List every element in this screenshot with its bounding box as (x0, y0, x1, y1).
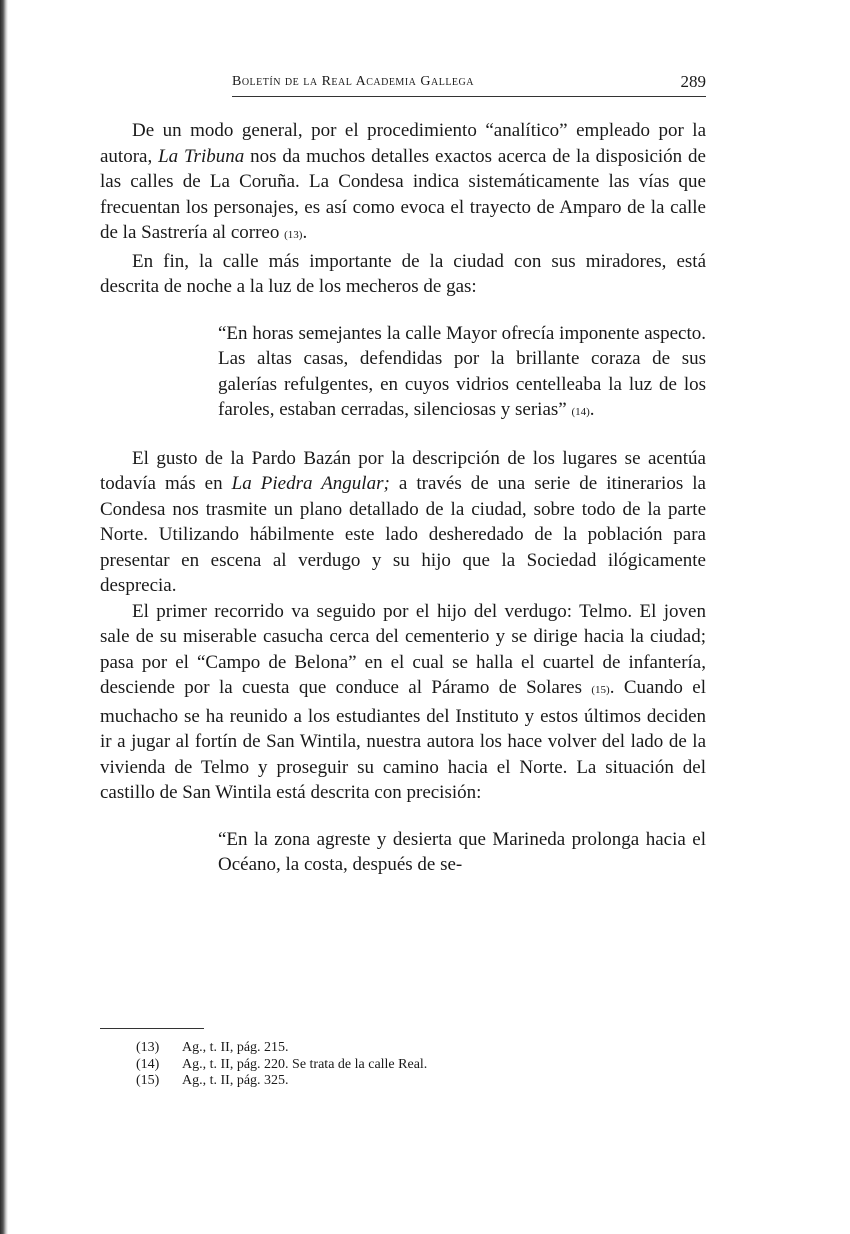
footnote-ref-15: (15) (591, 684, 610, 696)
footnote-text: Ag., t. II, pág. 220. Se trata de la calle Real. (182, 1056, 428, 1072)
footnote-15 (136, 1073, 636, 1090)
block-quote-1 (218, 321, 706, 426)
running-header (232, 74, 706, 98)
paragraph-1-text-a: De un modo general, por el procedimiento “analítico” empleado por la autora, (100, 120, 706, 167)
footnote-text: Ag., t. II, pág. 215. (182, 1040, 289, 1055)
page-number: 289 (680, 72, 706, 91)
footnote-number: (15) (136, 1073, 160, 1088)
footnote-ref-13: (13) (284, 229, 303, 241)
quote-1-end: . (589, 399, 595, 420)
footnote-14 (136, 1057, 636, 1074)
footnote-text: Ag., t. II, pág. 325. (182, 1073, 289, 1088)
block-quote-2: “En la zona agreste y desierta que Marineda prolonga hacia el Océano, la costa, después de se- (218, 828, 706, 875)
footnote-number: (13) (136, 1040, 160, 1055)
main-text (100, 118, 706, 898)
quote-1-text: “En horas semejantes la calle Mayor ofrecía imponente aspecto. Las altas casas, defendidas por la brillante coraza de sus galerías refulgentes, en cuyos vidrios centelleaba la luz de los faroles, estaban cerradas, silenciosas y serias” (218, 322, 706, 420)
paragraph-2: En fin, la calle más importante de la ciudad con sus miradores, está descrita de noche a la luz de los mecheros de gas: (100, 250, 706, 297)
header-rule (232, 96, 706, 97)
page-spine-shadow (0, 0, 8, 1234)
book-title-la-tribuna: La Tribuna (158, 145, 245, 167)
book-title-la-piedra-angular: La Piedra Angular; (231, 473, 390, 494)
journal-title: Boletín de la Real Academia Gallega (232, 74, 474, 89)
footnote-rule (100, 1028, 204, 1029)
paragraph-4-text-b: . Cuando el muchacho se ha reunido a los estudiantes del Instituto y estos últimos deciden ir a jugar al fortín de San Wintila, nuestra autora los hace volver del lado de la vivienda de Telmo y proseguir su camino hacia el Norte. La situación del castillo de San Wintila está descrita con precisión: (100, 677, 706, 803)
paragraph-3-text-a: El gusto de la Pardo Bazán por la descripción de los lugares se acentúa todavía más en (100, 447, 706, 494)
paragraph-3 (100, 446, 706, 599)
paragraph-3-text-c: a través de una serie de itinerarios la Condesa nos trasmite un plano detallado de la ciudad, sobre todo de la parte Norte. Utilizando hábilmente este lado desheredado de la población para presentar en escena al verdugo y su hijo que la Sociedad ilógicamente desprecia. (100, 473, 706, 596)
footnotes (136, 1040, 636, 1090)
paragraph-1-text-c: nos da muchos detalles exactos acerca de la disposición de las calles de La Coruña. La Condesa indica sistemáticamente las vías que frecuentan los personajes, es así como evoca el trayecto de Amparo de la calle de la Sastrería al correo (100, 145, 706, 243)
footnote-ref-14: (14) (571, 406, 590, 418)
footnote-13 (136, 1040, 636, 1057)
paragraph-4-text-a: El primer recorrido va seguido por el hijo del verdugo: Telmo. El joven sale de su miserable casucha cerca del cementerio y se dirige hacia la ciudad; pasa por el “Campo de Belona” en el cual se halla el cuartel de infantería, desciende por la cuesta que conduce al Páramo de Solares (100, 600, 706, 698)
paragraph-1-text-d: . (302, 222, 308, 243)
footnote-number: (14) (136, 1056, 160, 1072)
paragraph-4 (100, 599, 706, 806)
paragraph-1 (100, 118, 706, 249)
